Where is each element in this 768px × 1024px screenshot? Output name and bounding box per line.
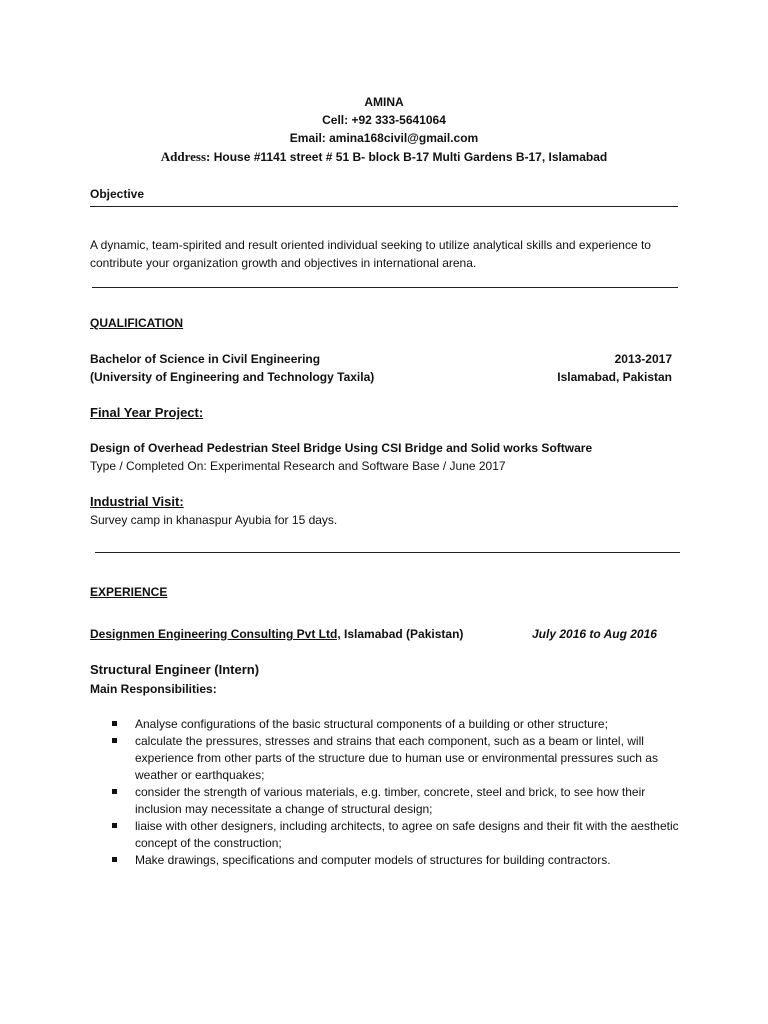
- responsibility-text: liaise with other designers, including architects, to agree on safe designs and their fit with the aesthetic concept of the construction;: [135, 819, 679, 850]
- bullet-icon: [112, 789, 117, 794]
- cell-number: Cell: +92 333-5641064: [322, 113, 446, 127]
- experience-heading: EXPERIENCE: [90, 585, 168, 599]
- final-year-project-heading: Final Year Project:: [90, 405, 204, 420]
- university-name: (University of Engineering and Technology Taxila): [90, 370, 375, 384]
- address-label: Address:: [160, 149, 211, 164]
- objective-divider: [90, 206, 678, 207]
- bullet-icon: [112, 857, 117, 862]
- objective-text: A dynamic, team-spirited and result oriented individual seeking to utilize analytical skills and experience to contribute your organization growth and objectives in international arena.: [90, 238, 651, 270]
- postal-address: [0, 149, 768, 165]
- industrial-visit-heading: Industrial Visit:: [90, 494, 184, 509]
- list-item: [110, 733, 685, 784]
- project-type: Type / Completed On: Experimental Research and Software Base / June 2017: [90, 459, 506, 473]
- responsibilities-list: [110, 716, 685, 869]
- candidate-name: AMINA: [364, 95, 404, 109]
- employer-line: [90, 627, 463, 642]
- job-title: Structural Engineer (Intern): [90, 662, 260, 677]
- address-text: House #1141 street # 51 B- block B-17 Multi Gardens B-17, Islamabad: [210, 150, 608, 164]
- degree-years: 2013-2017: [614, 352, 672, 366]
- objective-bottom-divider: [92, 287, 678, 288]
- responsibility-text: Make drawings, specifications and computer models of structures for building contractors.: [135, 853, 611, 867]
- university-location: Islamabad, Pakistan: [557, 370, 672, 384]
- responsibility-text: consider the strength of various materials, e.g. timber, concrete, steel and brick, to see how their inclusion may necessitate a change of structural design;: [135, 785, 646, 816]
- list-item: [110, 784, 685, 818]
- employment-dates: July 2016 to Aug 2016: [532, 627, 657, 641]
- responsibility-text: Analyse configurations of the basic structural components of a building or other structure;: [135, 717, 608, 731]
- qualification-divider: [95, 552, 680, 553]
- list-item: [110, 852, 685, 869]
- industrial-visit-text: Survey camp in khanaspur Ayubia for 15 days.: [90, 513, 338, 527]
- list-item: [110, 716, 685, 733]
- employer-name: Designmen Engineering Consulting Pvt Ltd,: [90, 627, 341, 641]
- bullet-icon: [112, 823, 117, 828]
- bullet-icon: [112, 738, 117, 743]
- responsibility-text: calculate the pressures, stresses and strains that each component, such as a beam or lintel, will experience from other parts of the structure due to human use or environmental pressures such as weather or earthquakes;: [135, 734, 658, 782]
- list-item: [110, 818, 685, 852]
- employer-location: Islamabad (Pakistan): [340, 627, 464, 641]
- degree-title: Bachelor of Science in Civil Engineering: [90, 352, 321, 366]
- qualification-heading: QUALIFICATION: [90, 316, 184, 330]
- responsibilities-heading: Main Responsibilities:: [90, 682, 217, 696]
- bullet-icon: [112, 721, 117, 726]
- project-title: Design of Overhead Pedestrian Steel Bridge Using CSI Bridge and Solid works Software: [90, 441, 593, 455]
- email-address: Email: amina168civil@gmail.com: [289, 131, 479, 145]
- objective-heading: Objective: [90, 187, 145, 201]
